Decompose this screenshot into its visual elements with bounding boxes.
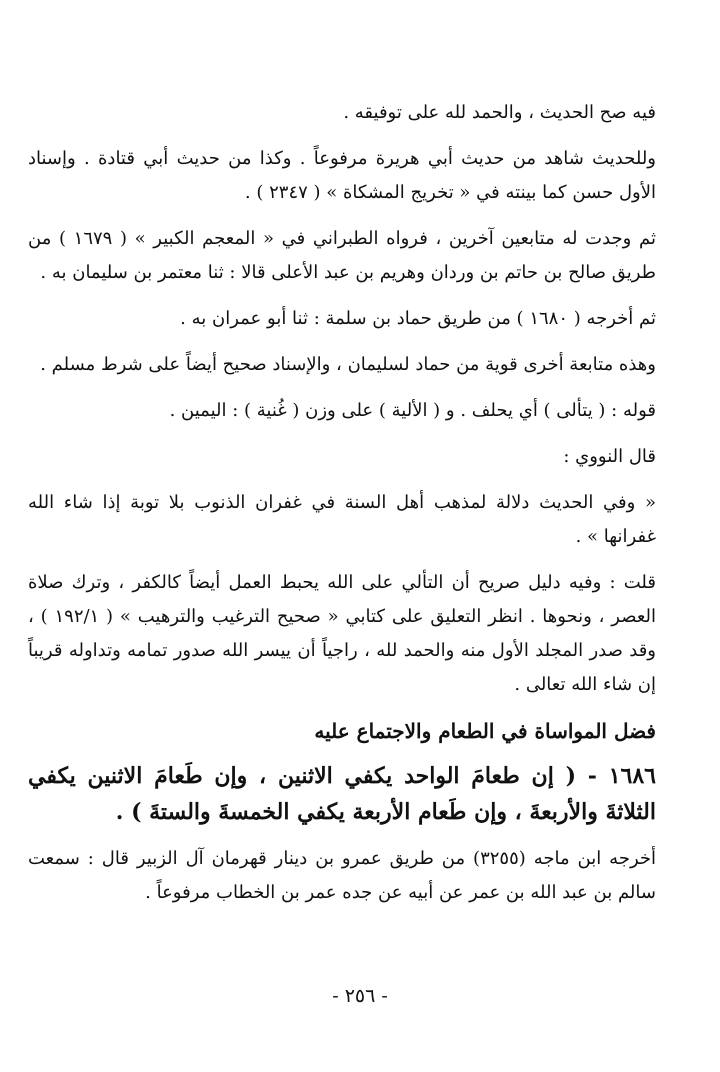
- paragraph-takhrij: أخرجه ابن ماجه (٣٢٥٥) من طريق عمرو بن دينار قهرمان آل الزبير قال : سمعت سالم بن عبد الله بن عمر عن أبيه عن جده عمر بن الخطاب مرفوعاً .: [28, 848, 657, 903]
- paragraph-akhrajahu: ثم أخرجه ( ١٦٨٠ ) من طريق حماد بن سلمة : ثنا أبو عمران به .: [180, 308, 656, 329]
- paragraph-mutabaa: وهذه متابعة أخرى قوية من حماد لسليمان ، والإسناد صحيح أيضاً على شرط مسلم .: [40, 354, 656, 375]
- page-number: - ٢٥٦ -: [332, 985, 388, 1007]
- page-body: [28, 96, 656, 922]
- paragraph-nawawi-label: قال النووي :: [563, 446, 656, 467]
- paragraph-tawfiq: فيه صح الحديث ، والحمد لله على توفيقه .: [343, 102, 656, 123]
- paragraph-qultu: قلت : وفيه دليل صريح أن التألي على الله يحبط العمل أيضاً كالكفر ، وترك صلاة العصر ، ونحوها . انظر التعليق على كتابي « صحيح الترغيب والترهيب » ( ١٩٢/١ ) ، وقد صدر المجلد الأول منه والحمد لله ، راجياً أن ييسر الله صدور تمامه وتداوله قريباً إن شاء الله تعالى .: [28, 572, 656, 695]
- hadith-text: ١٦٨٦ - ( إن طعامَ الواحد يكفي الاثنين ، وإن طَعامَ الاثنين يكفي الثلاثةَ والأربعةَ ، وإن طَعام الأربعة يكفي الخمسةَ والستةَ ) .: [28, 763, 656, 825]
- paragraph-nawawi-quote: « وفي الحديث دلالة لمذهب أهل السنة في غفران الذنوب بلا توبة إذا شاء الله غفرانها » .: [28, 492, 656, 547]
- paragraph-mutabiin: ثم وجدت له متابعين آخرين ، فرواه الطبراني في « المعجم الكبير » ( ١٦٧٩ ) من طريق صالح بن حاتم بن وردان وهريم بن عبد الأعلى قالا : ثنا معتمر بن سليمان به .: [28, 228, 656, 283]
- paragraph-shahid: وللحديث شاهد من حديث أبي هريرة مرفوعاً . وكذا من حديث أبي قتادة . وإسناد الأول حسن كما بينته في « تخريج المشكاة » ( ٢٣٤٧ ) .: [28, 148, 656, 203]
- paragraph-qawluhu: قوله : ( يتألى ) أي يحلف . و ( الألية ) على وزن ( غُنية ) : اليمين .: [169, 400, 656, 421]
- section-heading: فضل المواساة في الطعام والاجتماع عليه: [314, 719, 656, 743]
